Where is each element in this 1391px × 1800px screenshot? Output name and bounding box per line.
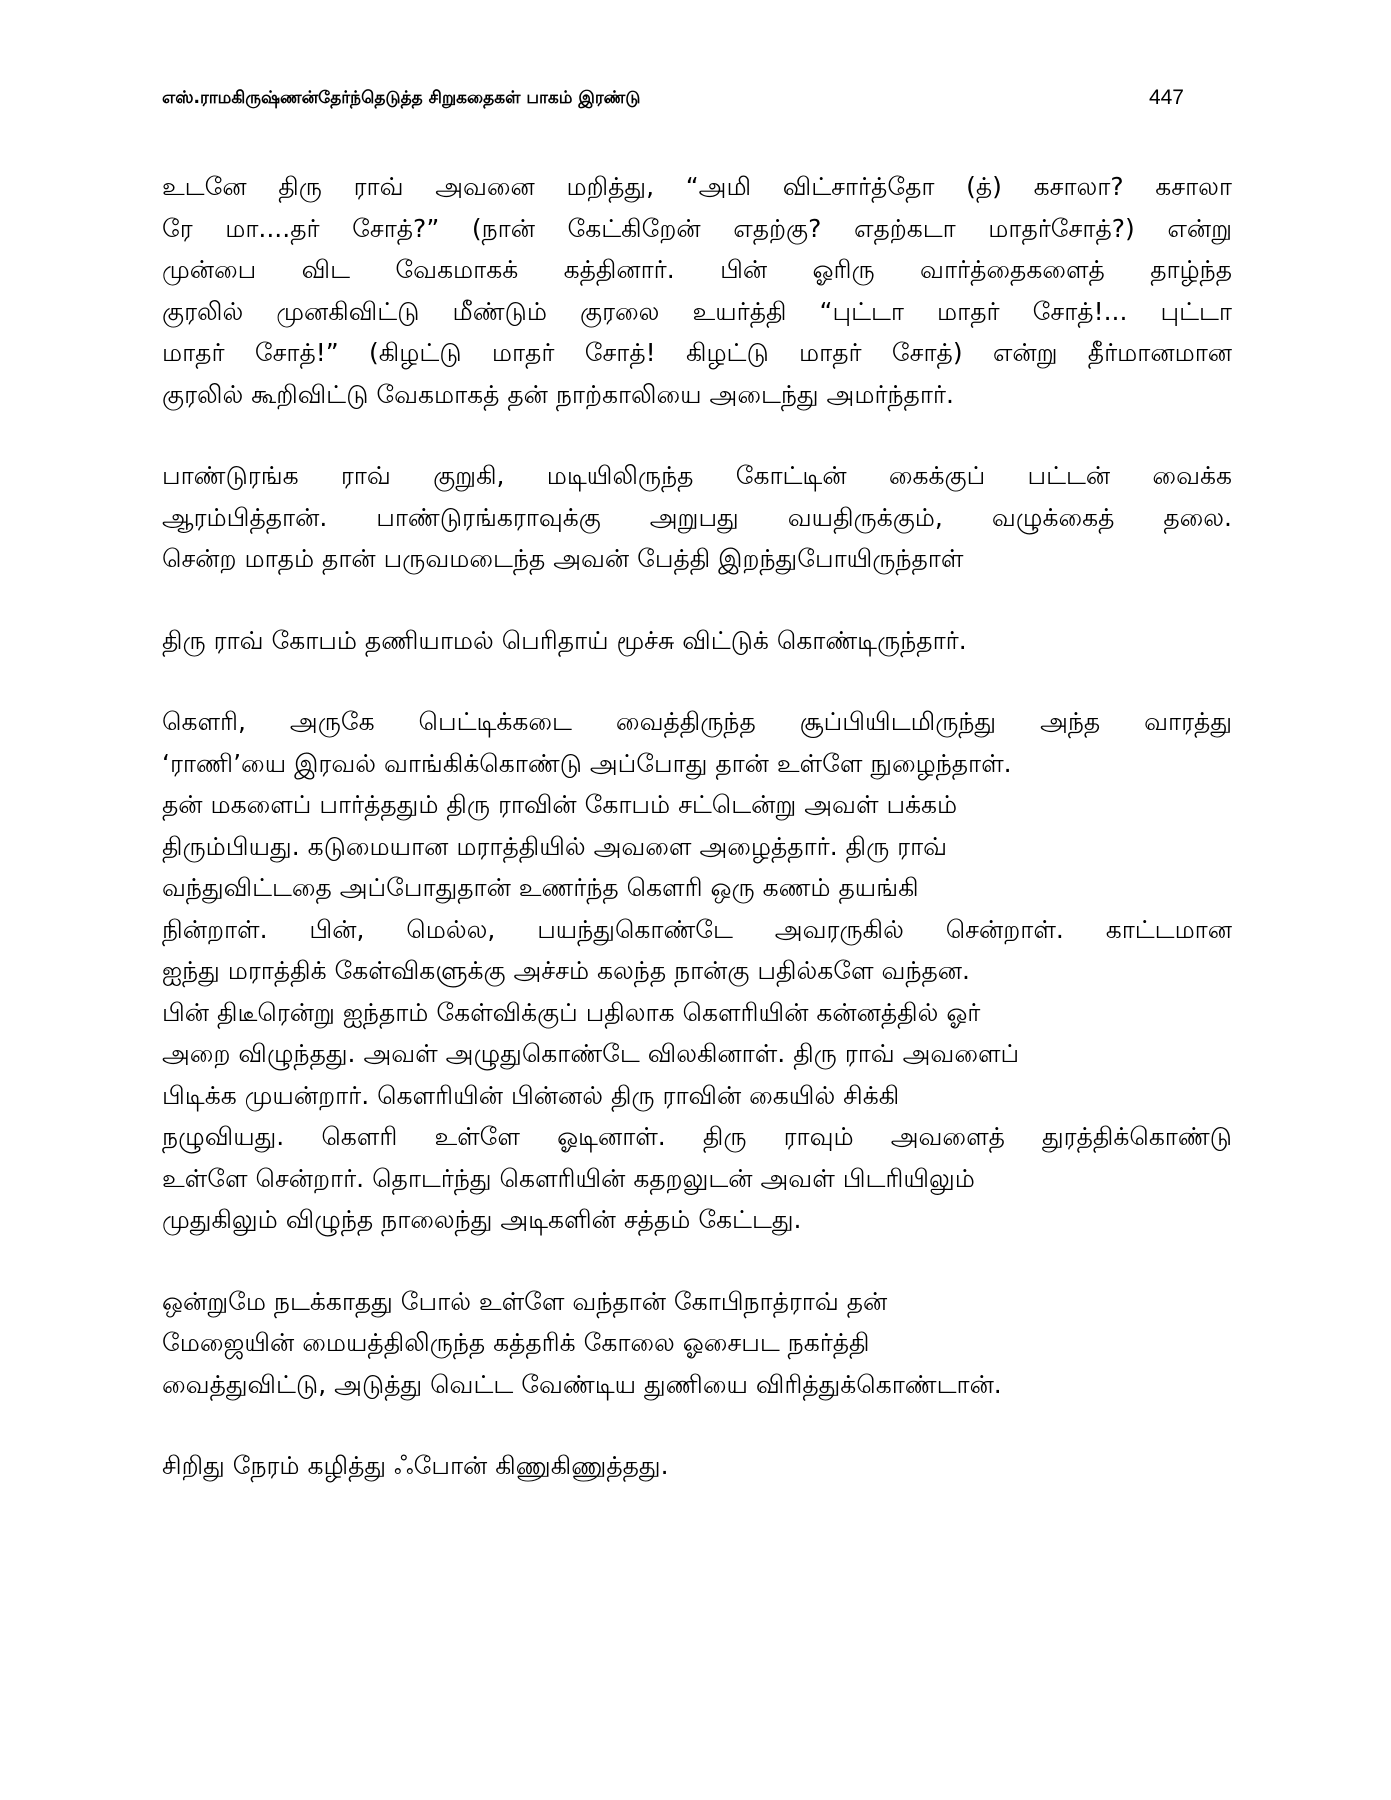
text-line: சென்ற மாதம் தான் பருவமடைந்த அவன் பேத்தி இறந்துபோயிருந்தாள் <box>162 544 964 573</box>
text-line: ஐந்து மராத்திக் கேள்விகளுக்கு அச்சம் கலந்த நான்கு பதில்களே வந்தன. <box>162 956 970 985</box>
running-header <box>162 84 1222 114</box>
text-line: பின் திடீரென்று ஐந்தாம் கேள்விக்குப் பதிலாக கௌரியின் கன்னத்தில் ஓர் <box>162 997 981 1027</box>
text-line: வந்துவிட்டதை அப்போதுதான் உணர்ந்த கௌரி ஒரு கணம் தயங்கி <box>162 873 919 902</box>
text-line: ஆரம்பித்தான். பாண்டுரங்கராவுக்கு அறுபது வயதிருக்கும், வழுக்கைத் தலை. <box>162 502 1232 532</box>
text-line: மேஜையின் மையத்திலிருந்த கத்தரிக் கோலை ஓசைபட நகர்த்தி <box>162 1328 870 1357</box>
text-line: திரும்பியது. கடுமையான மராத்தியில் அவளை அழைத்தார். திரு ராவ் <box>162 831 948 861</box>
book-title: எஸ்.ராமகிருஷ்ணன்தேர்ந்தெடுத்த சிறுகதைகள் பாகம் இரண்டு <box>162 88 641 108</box>
text-line: சிறிது நேரம் கழித்து ஃபோன் கிணுகிணுத்தது. <box>162 1451 669 1480</box>
text-line: வைத்துவிட்டு, அடுத்து வெட்ட வேண்டிய துணியை விரித்துக்கொண்டான். <box>162 1369 1002 1399</box>
text-line: கௌரி, அருகே பெட்டிக்கடை வைத்திருந்த சூப்பியிடமிருந்து அந்த வாரத்து <box>162 707 1232 736</box>
text-line: திரு ராவ் கோபம் தணியாமல் பெரிதாய் மூச்சு விட்டுக் கொண்டிருந்தார். <box>162 625 967 655</box>
paragraph-1 <box>162 166 1232 415</box>
text-line: மாதர் சோத்!” (கிழட்டு மாதர் சோத்! கிழட்டு மாதர் சோத்) என்று தீர்மானமான <box>162 338 1232 367</box>
paragraph-6 <box>162 1445 1232 1487</box>
text-line: குரலில் கூறிவிட்டு வேகமாகத் தன் நாற்காலியை அடைந்து அமர்ந்தார். <box>162 379 954 409</box>
text-line: உள்ளே சென்றார். தொடர்ந்து கௌரியின் கதறலுடன் அவள் பிடரியிலும் <box>162 1163 975 1193</box>
paragraph-3 <box>162 620 1232 662</box>
text-line: முன்பை விட வேகமாகக் கத்தினார். பின் ஓரிரு வார்த்தைகளைத் தாழ்ந்த <box>162 255 1232 284</box>
text-line: நழுவியது. கௌரி உள்ளே ஓடினாள். திரு ராவும் அவளைத் துரத்திக்கொண்டு <box>162 1122 1232 1151</box>
text-line: பாண்டுரங்க ராவ் குறுகி, மடியிலிருந்த கோட்டின் கைக்குப் பட்டன் வைக்க <box>162 461 1232 490</box>
text-line: ‘ராணி’யை இரவல் வாங்கிக்கொண்டு அப்போது தான் உள்ளே நுழைந்தாள். <box>162 748 1012 778</box>
text-line: அறை விழுந்தது. அவள் அழுதுகொண்டே விலகினாள். திரு ராவ் அவளைப் <box>162 1039 1020 1068</box>
text-line: பிடிக்க முயன்றார். கௌரியின் பின்னல் திரு ராவின் கையில் சிக்கி <box>162 1080 900 1110</box>
paragraph-4 <box>162 701 1232 1241</box>
text-line: ரே மா....தர் சோத்?” (நான் கேட்கிறேன் எதற்கு? எதற்கடா மாதர்சோத்?) என்று <box>162 213 1232 243</box>
text-line: உடனே திரு ராவ் அவனை மறித்து, “அமி விட்சார்த்தோ (த்) கசாலா? கசாலா <box>162 172 1232 201</box>
text-line: குரலில் முனகிவிட்டு மீண்டும் குரலை உயர்த்தி “புட்டா மாதர் சோத்!... புட்டா <box>162 296 1232 326</box>
text-line: முதுகிலும் விழுந்த நாலைந்து அடிகளின் சத்தம் கேட்டது. <box>162 1205 802 1234</box>
paragraph-5 <box>162 1281 1232 1406</box>
paragraph-2 <box>162 455 1232 580</box>
page-number: 447 <box>1148 86 1184 109</box>
text-line: நின்றாள். பின், மெல்ல, பயந்துகொண்டே அவரருகில் சென்றாள். காட்டமான <box>162 914 1232 944</box>
text-line: தன் மகளைப் பார்த்ததும் திரு ராவின் கோபம் சட்டென்று அவள் பக்கம் <box>162 790 958 819</box>
text-line: ஒன்றுமே நடக்காதது போல் உள்ளே வந்தான் கோபிநாத்ராவ் தன் <box>162 1286 888 1316</box>
story-text <box>162 166 1232 1527</box>
